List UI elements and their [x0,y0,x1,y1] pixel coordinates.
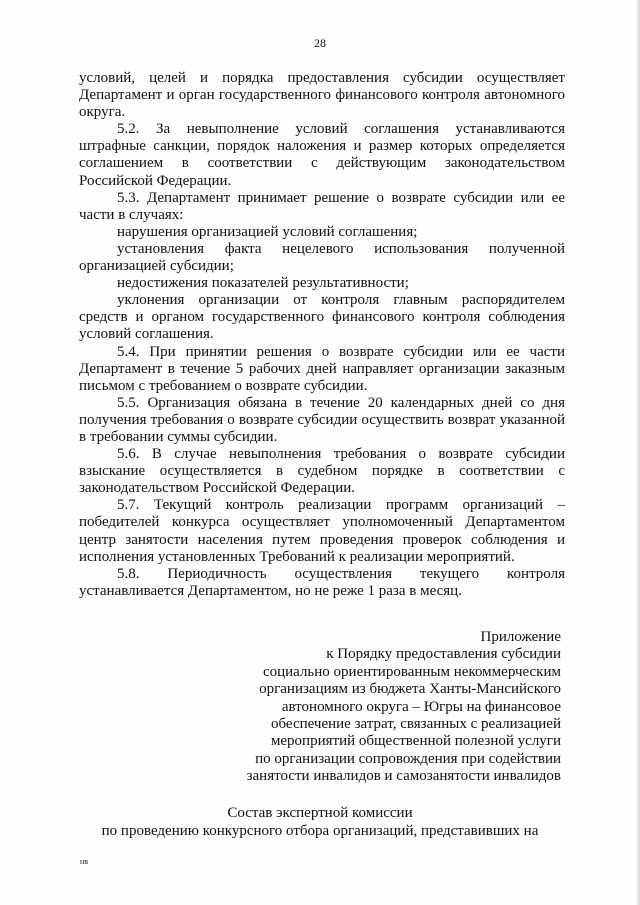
committee-heading [0,804,640,840]
paragraph-5-6: 5.6. В случае невыполнения требования о возврате субсидии взыскание осуществляется в судебном порядке в соответствии с законодательством Российской Федерации. [79,446,565,497]
appendix-line: организациям из бюджета Ханты-Мансийского [259,681,561,698]
paragraph-5-8: 5.8. Периодичность осуществления текущего контроля устанавливается Департаментом, но не реже 1 раза в месяц. [79,565,565,599]
appendix-line: к Порядку предоставления субсидии [326,646,561,663]
paragraph-control-bodies: условий, целей и порядка предоставления субсидии осуществляет Департамент и орган государственного финансового контроля автономного округа. [79,70,565,121]
appendix-line: социально ориентированным некоммерческим [262,663,561,680]
page-number: 28 [314,36,326,50]
paragraph-case-indicators: недостижения показателей результативности; [117,275,409,292]
committee-title: Состав экспертной комиссии [227,805,413,821]
paragraph-5-4: 5.4. При принятии решения о возврате субсидии или ее части Департамент в течение 5 рабочих дней направляет организации заказным письмом с требованием о возврате субсидии. [79,343,565,394]
appendix-header [201,629,561,786]
paragraph-5-7: 5.7. Текущий контроль реализации программ организаций – победителей конкурса осуществляет уполномоченный Департаментом центр занятости населения путем проведения проверок соблюдения и исполнения установленных Требований к реализации мероприятий. [79,497,565,565]
paragraph-5-2: 5.2. За невыполнение условий соглашения устанавливаются штрафные санкции, порядок наложения и размер которых определяется соглашением в соответствии с действующим законодательством Российской Федерации. [79,121,565,189]
appendix-line: обеспечение затрат, связанных с реализацией [270,716,561,733]
appendix-line: по организации сопровождения при содействии [255,750,561,767]
appendix-line: автономного округа – Югры на финансовое [281,698,561,715]
paragraph-5-3: 5.3. Департамент принимает решение о возврате субсидии или ее части в случаях: [79,189,565,223]
paragraph-case-violation: нарушения организацией условий соглашения; [117,223,418,240]
committee-subtitle: по проведению конкурсного отбора организаций, представивших на [101,823,539,839]
scan-edge [636,0,640,905]
paragraph-case-evasion: уклонения организации от контроля главным распорядителем средств и органом государственного финансового контроля соблюдения условий соглашения. [79,292,565,343]
appendix-line: мероприятий общественной полезной услуги [270,733,561,750]
footer-initials: нв [80,857,89,866]
paragraph-5-5: 5.5. Организация обязана в течение 20 календарных дней со дня получения требования о возврате субсидии осуществить возврат указанной в требовании суммы субсидии. [79,394,565,445]
paragraph-case-misuse: установления факта нецелевого использования полученной организацией субсидии; [79,240,565,275]
appendix-line: Приложение [480,629,561,645]
document-body [79,70,565,600]
appendix-line: занятости инвалидов и самозанятости инвалидов [246,768,561,785]
